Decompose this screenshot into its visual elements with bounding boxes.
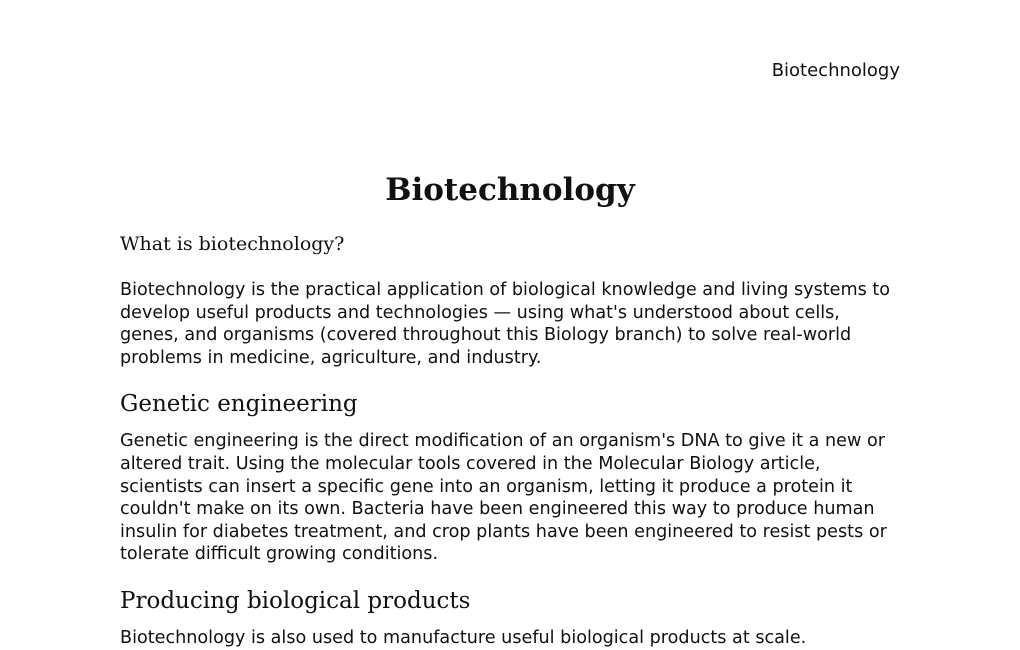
- section-body-biological-products: Biotechnology is also used to manufacture useful biological products at scale.: [120, 627, 807, 648]
- section-heading-genetic-engineering: Genetic engineering: [120, 391, 358, 418]
- intro-paragraph: Biotechnology is the practical application of biological knowledge and living systems to develop useful products and technologies — using what's understood about cells, genes, and organisms (covered throughout this Biology branch) to solve real-world problems in medicine, agriculture, and industry.: [120, 280, 891, 368]
- section-body-genetic-engineering: Genetic engineering is the direct modification of an organism's DNA to give it a new or altered trait. Using the molecular tools covered in the Molecular Biology article, scientists can insert a specific gene into an organism, letting it produce a protein it couldn't make on its own. Bacteria have been engineered this way to produce human insulin for diabetes treatment, and crop plants have been engineered to resist pests or tolerate difficult growing conditions.: [120, 431, 887, 565]
- page-title: Biotechnology: [385, 172, 635, 208]
- section-heading-biological-products: Producing biological products: [120, 587, 471, 614]
- article-content: [120, 170, 900, 650]
- article-subtitle: What is biotechnology?: [120, 233, 345, 255]
- running-header: Biotechnology: [771, 60, 900, 81]
